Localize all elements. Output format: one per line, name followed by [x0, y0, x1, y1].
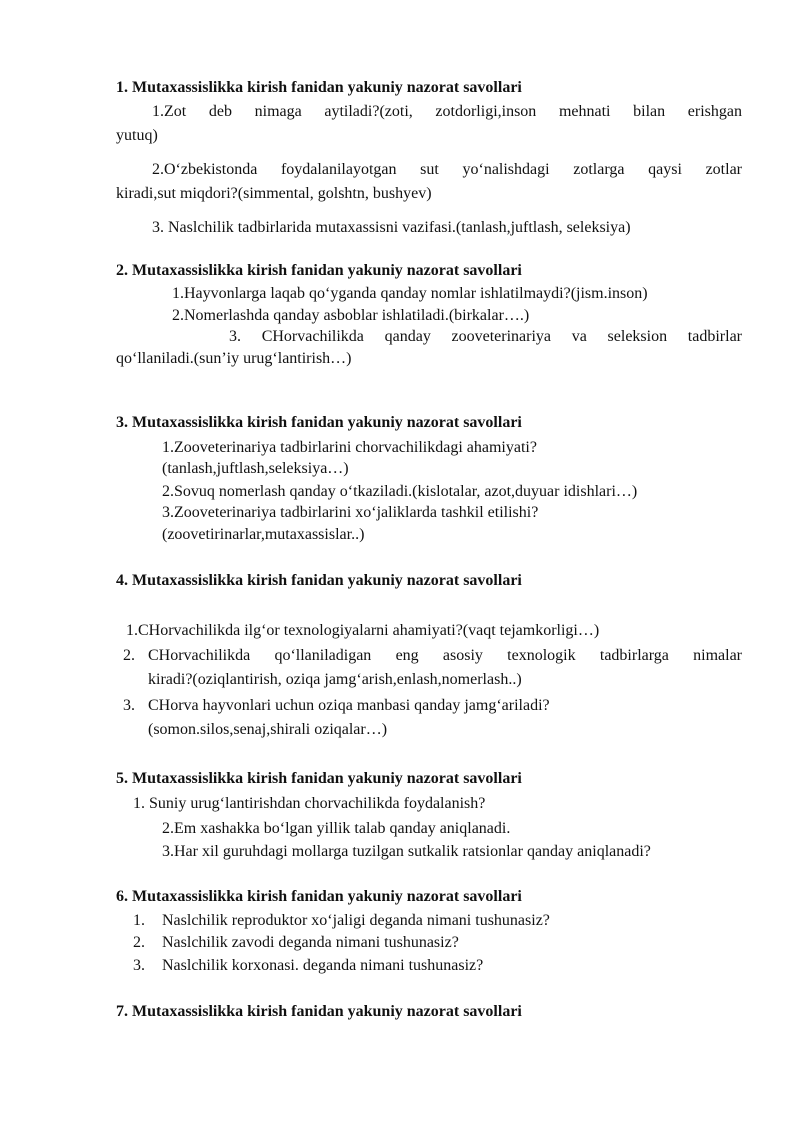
section-7-heading: 7. Mutaxassislikka kirish fanidan yakuniy nazorat savollari — [116, 1003, 522, 1020]
section-4-heading: 4. Mutaxassislikka kirish fanidan yakuniy nazorat savollari — [116, 572, 522, 589]
section-1-heading: 1. Mutaxassislikka kirish fanidan yakuniy nazorat savollari — [116, 79, 522, 96]
section-6-line-3: Naslchilik korxonasi. deganda nimani tushunasiz? — [162, 957, 484, 974]
section-4-line-4: CHorva hayvonlari uchun oziqa manbasi qanday jamg‘ariladi? — [148, 697, 550, 714]
section-3-line-5: (zoovetirinarlar,mutaxassislar..) — [162, 526, 365, 543]
section-6-item-2-number: 2. — [133, 934, 145, 951]
section-1-line-1: 1.Zot deb nimaga aytiladi?(zoti, zotdorligi,inson mehnati bilan erishgan — [152, 103, 742, 120]
section-6-line-2: Naslchilik zavodi deganda nimani tushunasiz? — [162, 934, 459, 951]
section-4-line-3: kiradi?(oziqlantirish, oziqa jamg‘arish,enlash,nomerlash..) — [148, 671, 522, 688]
section-2-heading: 2. Mutaxassislikka kirish fanidan yakuniy nazorat savollari — [116, 262, 522, 279]
section-3-line-1: 1.Zooveterinariya tadbirlarini chorvachilikdagi ahamiyati? — [162, 439, 537, 456]
section-4-item-2-number: 2. — [123, 647, 135, 664]
section-2-line-3: 3. CHorvachilikda qanday zooveterinariya va seleksion tadbirlar — [229, 328, 742, 345]
section-1-line-5: 3. Naslchilik tadbirlarida mutaxassisni vazifasi.(tanlash,juftlash, seleksiya) — [152, 219, 631, 236]
section-6-heading: 6. Mutaxassislikka kirish fanidan yakuniy nazorat savollari — [116, 888, 522, 905]
section-6-item-1-number: 1. — [133, 912, 145, 929]
section-2-line-4: qo‘llaniladi.(sun’iy urug‘lantirish…) — [116, 350, 352, 367]
section-3-heading: 3. Mutaxassislikka kirish fanidan yakuniy nazorat savollari — [116, 414, 522, 431]
section-4-line-5: (somon.silos,senaj,shirali oziqalar…) — [148, 721, 388, 738]
section-3-line-4: 3.Zooveterinariya tadbirlarini xo‘jaliklarda tashkil etilishi? — [162, 504, 539, 521]
section-5-line-1: 1. Suniy urug‘lantirishdan chorvachilikda foydalanish? — [133, 795, 486, 812]
section-5-line-3: 3.Har xil guruhdagi mollarga tuzilgan sutkalik ratsionlar qanday aniqlanadi? — [162, 843, 651, 860]
section-2-line-1: 1.Hayvonlarga laqab qo‘yganda qanday nomlar ishlatilmaydi?(jism.inson) — [172, 285, 648, 302]
section-6-item-3-number: 3. — [133, 957, 145, 974]
section-2-line-2: 2.Nomerlashda qanday asboblar ishlatiladi.(birkalar….) — [172, 307, 530, 324]
section-4-item-3-number: 3. — [123, 697, 135, 714]
section-4-line-2: CHorvachilikda qo‘llaniladigan eng asosiy texnologik tadbirlarga nimalar — [148, 647, 742, 664]
section-1-line-2: yutuq) — [116, 127, 158, 144]
section-6-line-1: Naslchilik reproduktor xo‘jaligi deganda nimani tushunasiz? — [162, 912, 550, 929]
section-4-line-1: 1.CHorvachilikda ilg‘or texnologiyalarni ahamiyati?(vaqt tejamkorligi…) — [126, 622, 600, 639]
section-5-heading: 5. Mutaxassislikka kirish fanidan yakuniy nazorat savollari — [116, 770, 522, 787]
section-5-line-2: 2.Em xashakka bo‘lgan yillik talab qanday aniqlanadi. — [162, 820, 511, 837]
section-3-line-3: 2.Sovuq nomerlash qanday o‘tkaziladi.(kislotalar, azot,duyuar idishlari…) — [162, 483, 638, 500]
section-3-line-2: (tanlash,juftlash,seleksiya…) — [162, 460, 349, 477]
section-1-line-3: 2.O‘zbekistonda foydalanilayotgan sut yo‘nalishdagi zotlarga qaysi zotlar — [152, 161, 742, 178]
section-1-line-4: kiradi,sut miqdori?(simmental, golshtn, bushyev) — [116, 185, 432, 202]
